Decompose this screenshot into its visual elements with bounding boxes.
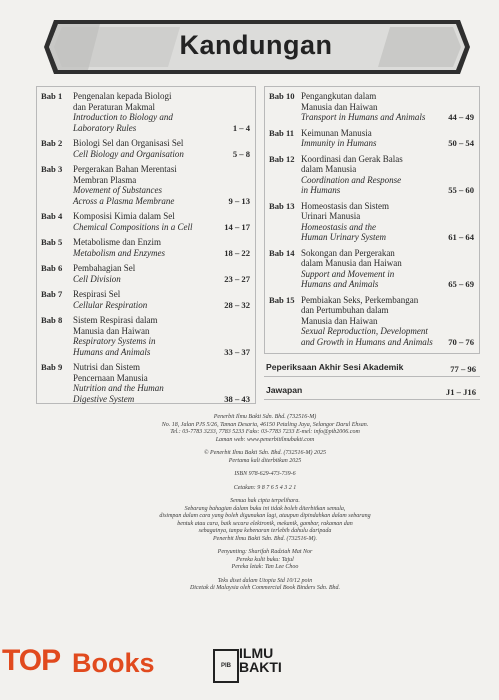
chapter-entry: [37, 91, 255, 133]
chapter-title-english: Respiratory Systems in: [73, 336, 156, 346]
chapter-number: Bab 9: [41, 362, 63, 372]
chapter-title-malay: Biologi Sel dan Organisasi Sel: [73, 138, 184, 148]
chapter-number: Bab 12: [269, 153, 295, 164]
chapter-title-malay: dan Peraturan Makmal: [73, 101, 155, 112]
extra-label: Jawapan: [266, 385, 303, 395]
extra-entry-exam: [264, 362, 480, 377]
chapter-title-malay: Nutrisi dan Sistem: [73, 362, 140, 372]
chapter-number: Bab 15: [269, 294, 295, 305]
chapter-entry: [37, 138, 255, 159]
chapter-entry: [265, 128, 479, 149]
chapter-title-malay: Membran Plasma: [73, 174, 137, 185]
chapter-title-english: Humans and Animals: [73, 346, 151, 357]
extra-pages: J1 – J16: [445, 386, 476, 397]
chapter-title-english: Movement of Substances: [73, 185, 162, 195]
chapter-title-malay: Pergerakan Bahan Merentasi: [73, 164, 177, 174]
chapter-number: Bab 2: [41, 138, 63, 148]
chapter-entry: [37, 263, 255, 284]
chapter-number: Bab 5: [41, 237, 63, 247]
extra-pages: 77 – 96: [450, 363, 476, 374]
chapter-entry: [265, 295, 479, 348]
chapter-number: Bab 7: [41, 289, 63, 299]
chapter-title-english: Digestive System: [73, 393, 135, 404]
chapter-title-malay: Pembahagian Sel: [73, 263, 136, 273]
chapter-entry: [265, 248, 479, 290]
imprint-line: bentuk atau cara, baik secara elektronik, mekanik, gambar, rakaman dan: [177, 520, 353, 527]
chapter-title-malay: Manusia dan Haiwan: [73, 325, 150, 336]
chapter-list-right: [264, 86, 480, 354]
chapter-number: Bab 11: [269, 127, 295, 138]
chapter-title-english: Chemical Compositions in a Cell: [73, 221, 193, 232]
imprint-line: sebagainya, tanpa kebenaran terlebih dahulu daripada: [198, 528, 332, 534]
chapter-title-english: Cell Biology and Organisation: [73, 148, 184, 159]
imprint-line: © Penerbit Ilmu Bakti Sdn. Bhd. (732516-M) 2025: [203, 450, 327, 456]
chapter-entry: [37, 164, 255, 206]
chapter-pages: 70 – 76: [448, 336, 474, 347]
imprint-line: Pereka kulit buku: Tajul: [236, 556, 294, 563]
contents-right-column: [264, 86, 480, 400]
publisher-logo: [213, 643, 287, 691]
chapter-pages: 1 – 4: [232, 122, 250, 133]
chapter-title-malay: Homeostasis dan Sistem: [301, 200, 389, 211]
imprint-line: Pereka letak: Tan Lee Choo: [231, 564, 299, 570]
chapter-title-english: Transport in Humans and Animals: [301, 112, 426, 122]
chapter-entry: [37, 289, 255, 310]
chapter-title-english: Human Urinary System: [301, 232, 386, 242]
chapter-title-malay: Sokongan dan Pergerakan: [301, 247, 395, 258]
chapter-title-english: Homeostasis and the: [301, 221, 376, 232]
chapter-title-malay: Respirasi Sel: [73, 289, 121, 299]
imprint-line: Pertama kali diterbitkan 2025: [228, 457, 302, 464]
chapter-title-malay: Pencernaan Manusia: [73, 372, 148, 383]
chapter-number: Bab 4: [41, 211, 63, 221]
chapter-entry: [265, 154, 479, 196]
watermark-top-text: TOP: [2, 644, 61, 677]
chapter-entry: [37, 362, 255, 404]
chapter-pages: 38 – 43: [224, 393, 250, 404]
chapter-title-malay: Metabolisme dan Enzim: [73, 237, 161, 247]
chapter-entry: [37, 211, 255, 232]
header-banner: [40, 18, 472, 76]
imprint-line: Penyunting: Sharifah Radziah Mat Nor: [217, 549, 313, 555]
chapter-pages: 28 – 32: [224, 299, 250, 310]
chapter-title-malay: dalam Manusia: [301, 164, 357, 174]
chapter-pages: 61 – 64: [448, 232, 474, 242]
publisher-imprint: [130, 414, 400, 593]
chapter-title-malay: Pengangkutan dalam: [301, 91, 377, 101]
chapter-title-malay: Sistem Respirasi dalam: [73, 315, 158, 325]
chapter-title-malay: dan Pertumbuhan dalam: [301, 305, 389, 315]
chapter-pages: 50 – 54: [448, 138, 474, 148]
chapter-entry: [265, 91, 479, 123]
extra-entry-answers: [264, 385, 480, 400]
chapter-pages: 9 – 13: [228, 195, 250, 206]
page-title: Kandungan: [179, 30, 333, 60]
topbooks-watermark-logo: [2, 644, 180, 690]
chapter-pages: 65 – 69: [448, 279, 474, 289]
chapter-pages: 14 – 17: [224, 221, 250, 232]
chapter-title-english: Humans and Animals: [301, 279, 379, 289]
chapter-title-english: Coordination and Response: [301, 174, 402, 185]
watermark-books-text: Books: [72, 648, 155, 678]
chapter-number: Bab 3: [41, 164, 63, 174]
chapter-number: Bab 6: [41, 263, 63, 273]
chapter-pages: 55 – 60: [448, 185, 474, 195]
chapter-entry: [37, 237, 255, 258]
chapter-pages: 23 – 27: [224, 273, 250, 284]
imprint-line: No. 18, Jalan PJS 5/26, Taman Desaria, 46150 Petaling Jaya, Selangor Darul Ehsan.: [161, 421, 369, 428]
imprint-line: Penerbit Ilmu Bakti Sdn. Bhd. (732516-M): [213, 414, 317, 420]
contents-left-column: [36, 86, 256, 404]
chapter-number: Bab 13: [269, 200, 295, 211]
chapter-title-malay: Keimunan Manusia: [301, 127, 372, 138]
chapter-title-english: Metabolism and Enzymes: [73, 247, 165, 258]
chapter-title-malay: Koordinasi dan Gerak Balas: [301, 153, 403, 164]
chapter-pages: 18 – 22: [224, 247, 250, 258]
chapter-list-left: [36, 86, 256, 404]
chapter-title-malay: Pengenalan kepada Biologi: [73, 91, 172, 101]
chapter-entry: [265, 201, 479, 243]
chapter-title-malay: Urinari Manusia: [301, 211, 361, 221]
chapter-title-malay: dalam Manusia dan Haiwan: [301, 258, 402, 268]
chapter-title-malay: Komposisi Kimia dalam Sel: [73, 211, 175, 221]
imprint-line: Tel.: 03-7783 3233, 7783 5233 Faks: 03-7783 7233 E-mel: info@pib2006.com: [170, 429, 360, 435]
imprint-line: Laman web: www.penerbitilmubakti.com: [215, 436, 315, 443]
chapter-title-english: Cell Division: [73, 273, 121, 284]
chapter-entry: [37, 315, 255, 357]
publisher-name-logo: ILMU BAKTI: [239, 645, 282, 675]
chapter-title-english: Cellular Respiration: [73, 299, 148, 310]
chapter-title-malay: Pembiakan Seks, Perkembangan: [301, 294, 419, 305]
chapter-title-english: Laboratory Rules: [73, 122, 137, 133]
chapter-number: Bab 1: [41, 91, 63, 101]
imprint-line: Sebarang bahagian dalam buku ini tidak boleh diterbitkan semula,: [184, 505, 346, 512]
chapter-pages: 5 – 8: [232, 148, 250, 159]
pib-mark: PIB: [213, 649, 239, 683]
chapter-pages: 33 – 37: [224, 346, 250, 357]
chapter-pages: 44 – 49: [448, 112, 474, 122]
chapter-title-english: Nutrition and the Human: [73, 383, 164, 393]
chapter-title-english: Across a Plasma Membrane: [73, 195, 175, 206]
imprint-line: disimpan dalam cara yang boleh digunakan lagi, ataupun dipindahkan dalam sebarang: [159, 513, 371, 519]
chapter-number: Bab 14: [269, 247, 295, 258]
chapter-title-english: and Growth in Humans and Animals: [301, 336, 433, 347]
chapter-title-english: in Humans: [301, 185, 341, 195]
chapter-title-english: Support and Movement in: [301, 268, 395, 279]
imprint-line: Cetakan: 9 8 7 6 5 4 3 2 1: [233, 484, 297, 491]
imprint-line: Teks diset dalam Utopia Std 10/12 poin: [217, 577, 313, 584]
chapter-number: Bab 8: [41, 315, 63, 325]
imprint-line: Penerbit Ilmu Bakti Sdn. Bhd. (732516-M).: [213, 535, 317, 542]
chapter-title-malay: Manusia dan Haiwan: [301, 101, 378, 112]
chapter-title-malay: Manusia dan Haiwan: [301, 315, 378, 326]
chapter-title-english: Introduction to Biology and: [73, 112, 173, 122]
chapter-number: Bab 10: [269, 91, 295, 101]
extra-label: Peperiksaan Akhir Sesi Akademik: [266, 362, 404, 372]
chapter-title-english: Immunity in Humans: [301, 138, 377, 148]
imprint-line: ISBN 978-629-473-739-6: [234, 471, 296, 477]
chapter-title-english: Sexual Reproduction, Development: [301, 326, 428, 336]
imprint-line: Dicetak di Malaysia oleh Commercial Book Binders Sdn. Bhd.: [189, 585, 341, 591]
imprint-line: Semua hak cipta terpelihara.: [230, 498, 300, 504]
